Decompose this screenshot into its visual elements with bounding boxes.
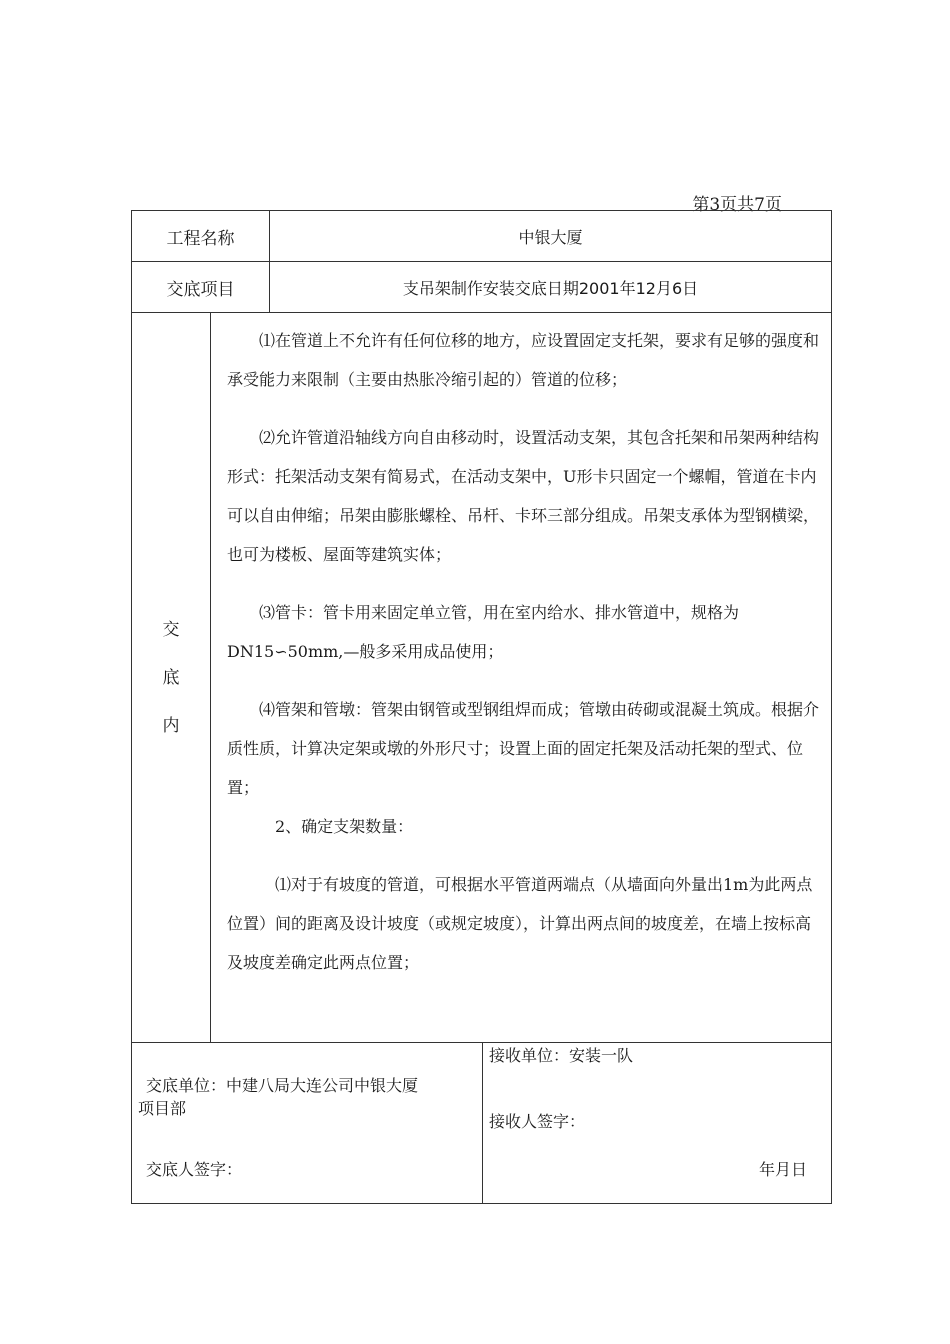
- side-char: 交: [162, 619, 180, 640]
- item-label: 交底项目: [132, 262, 270, 313]
- content-paragraph: ⑴在管道上不允许有任何位移的地方，应设置固定支托架，要求有足够的强度和承受能力来限制（主要由热胀冷缩引起的）管道的位移；: [227, 331, 820, 389]
- receiver-unit: [489, 1043, 633, 1066]
- content-paragraph: ⑴对于有坡度的管道，可根据水平管道两端点（从墙面向外量出1m为此两点位置）间的距离及设计坡度（或规定坡度），计算出两点间的坡度差，在墙上按标高及坡度差确定此两点位置；: [227, 875, 813, 972]
- date-label: 年月日: [759, 1160, 808, 1179]
- content-paragraph: ⑶管卡：管卡用来固定单立管，用在室内给水、排水管道中，规格为DN15∽50mm,—般多采用成品使用；: [227, 603, 740, 661]
- content-heading: 2、确定支架数量：: [275, 817, 414, 836]
- receiver-cell: [483, 1043, 832, 1204]
- content-body: [211, 313, 832, 1043]
- receiver-unit-label: 接收单位：: [489, 1046, 570, 1065]
- row-item: [132, 262, 832, 313]
- row-footer: [132, 1043, 832, 1204]
- page-number: 第3页共7页: [692, 195, 782, 215]
- disclosure-table: [131, 210, 832, 1204]
- content-side-label: [132, 313, 211, 1043]
- side-char: 内: [162, 715, 180, 736]
- issuer-unit: [146, 1073, 418, 1096]
- issuer-signature-label: 交底人签字：: [146, 1160, 243, 1179]
- item-value: 支吊架制作安装交底日期2001年12月6日: [270, 262, 832, 313]
- content-paragraph: ⑷管架和管墩：管架由钢管或型钢组焊而成；管墩由砖砌或混凝土筑成。根据介质性质，计算决定架或墩的外形尺寸；设置上面的固定托架及活动托架的型式、位置；: [227, 700, 820, 797]
- content-paragraph: ⑵允许管道沿轴线方向自由移动时，设置活动支架，其包含托架和吊架两种结构形式：托架活动支架有简易式，在活动支架中，U形卡只固定一个螺帽，管道在卡内可以自由伸缩；吊架由膨胀螺栓、吊杆、卡环三部分组成。吊架支承体为型钢横梁，也可为楼板、屋面等建筑实体；: [227, 428, 820, 564]
- project-name-value: 中银大厦: [270, 211, 832, 262]
- issuer-unit-value: 中建八局大连公司中银大厦: [226, 1076, 419, 1095]
- side-char: 底: [162, 667, 180, 688]
- project-name-label: 工程名称: [132, 211, 270, 262]
- issuer-unit-value-cont: 项目部: [138, 1099, 187, 1118]
- issuer-cell: [132, 1043, 483, 1204]
- row-content: [132, 313, 832, 1043]
- issuer-unit-label: 交底单位：: [146, 1076, 227, 1095]
- row-project: [132, 211, 832, 262]
- receiver-unit-value: 安装一队: [569, 1046, 634, 1065]
- receiver-signature-label: 接收人签字：: [489, 1112, 586, 1131]
